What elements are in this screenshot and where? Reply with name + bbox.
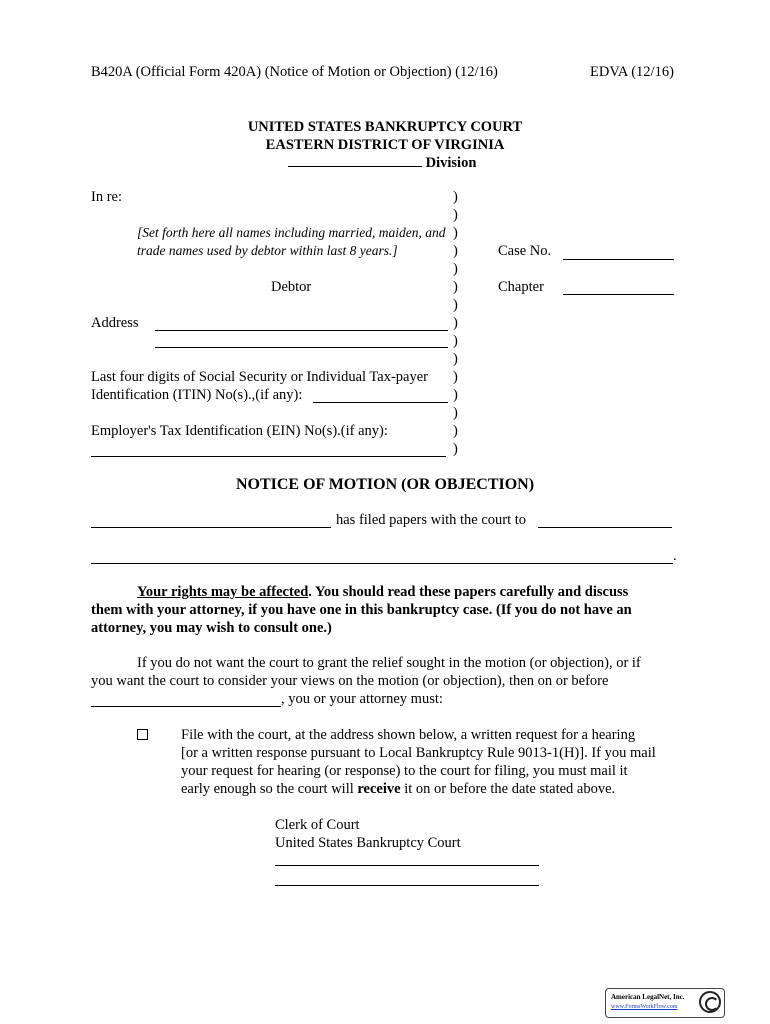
receive-emphasis: receive [357, 781, 401, 797]
instruction-line-2: you want the court to consider your views on the motion (or objection), then on or before [91, 673, 609, 689]
caption-paren: ) [453, 243, 458, 259]
case-no-blank[interactable] [563, 258, 674, 260]
rights-line-1 [137, 584, 628, 601]
rights-line-2: them with your attorney, if you have one in this bankruptcy case. (If you do not have an [91, 602, 632, 618]
names-note-2: trade names used by debtor within last 8 years.] [137, 243, 398, 258]
instruction-line-1: If you do not want the court to grant the relief sought in the motion (or objection), or if [137, 655, 641, 671]
option-line-3: your request for hearing (or response) to the court for filing, you must mail it [181, 763, 628, 779]
relief-blank-1[interactable] [538, 526, 672, 528]
itin-blank[interactable] [313, 401, 448, 403]
address-line-1[interactable] [155, 329, 448, 331]
chapter-blank[interactable] [563, 293, 674, 295]
rights-emphasis: Your rights may be affected [137, 584, 309, 600]
publisher-website[interactable]: www.FormsWorkFlow.com [611, 1004, 678, 1010]
option-line-4 [181, 781, 615, 798]
publisher-name: American LegalNet, Inc. [611, 993, 685, 1001]
address-label: Address [91, 315, 139, 331]
caption-paren: ) [453, 387, 458, 403]
caption-paren: ) [453, 189, 458, 205]
caption-paren: ) [453, 297, 458, 313]
names-note-1: [Set forth here all names including married, maiden, and [137, 225, 446, 240]
option-line-1: File with the court, at the address shown below, a written request for a hearing [181, 727, 636, 743]
ssn-label-2: Identification (ITIN) No(s).,(if any): [91, 387, 303, 403]
caption-paren: ) [453, 261, 458, 277]
division-blank[interactable] [288, 165, 422, 167]
caption-paren: ) [453, 279, 458, 295]
seal-icon [699, 991, 721, 1013]
division-label: Division [425, 155, 477, 171]
filed-papers-text: has filed papers with the court to [336, 512, 527, 528]
period: . [673, 548, 677, 564]
caption-paren: ) [453, 315, 458, 331]
publisher-logo [605, 988, 725, 1018]
ein-blank[interactable] [91, 455, 446, 457]
district-code: EDVA (12/16) [590, 64, 674, 80]
caption-paren: ) [453, 225, 458, 241]
division-line [288, 155, 476, 172]
instruction-line-3: , you or your attorney must: [281, 691, 443, 707]
caption-paren: ) [453, 369, 458, 385]
hearing-request-checkbox[interactable] [137, 729, 148, 740]
rights-rest: . You should read these papers carefully and discuss [308, 584, 629, 600]
option-line-2: [or a written response pursuant to Local Bankruptcy Rule 9013-1(H)]. If you mail [181, 745, 656, 761]
in-re-label: In re: [91, 189, 122, 205]
clerk-address-line-1[interactable] [275, 864, 539, 866]
clerk-line-1: Clerk of Court [275, 817, 360, 833]
clerk-line-2: United States Bankruptcy Court [275, 835, 461, 851]
chapter-label: Chapter [498, 279, 544, 295]
option-line-4-b: it on or before the date stated above. [400, 781, 616, 797]
caption-paren: ) [453, 351, 458, 367]
clerk-address-line-2[interactable] [275, 884, 539, 886]
rights-line-3: attorney, you may wish to consult one.) [91, 620, 332, 636]
form-identifier: B420A (Official Form 420A) (Notice of Motion or Objection) (12/16) [91, 64, 498, 80]
ssn-label-1: Last four digits of Social Security or Individual Tax-payer [91, 369, 428, 385]
caption-paren: ) [453, 423, 458, 439]
court-district: EASTERN DISTRICT OF VIRGINIA [265, 137, 505, 153]
notice-title: NOTICE OF MOTION (OR OBJECTION) [235, 476, 535, 493]
ein-label: Employer's Tax Identification (EIN) No(s).(if any): [91, 423, 388, 439]
option-line-4-a: early enough so the court will [181, 781, 358, 797]
caption-paren: ) [453, 207, 458, 223]
deadline-date-blank[interactable] [91, 705, 281, 707]
movant-blank[interactable] [91, 526, 331, 528]
caption-paren: ) [453, 333, 458, 349]
caption-paren: ) [453, 441, 458, 457]
case-no-label: Case No. [498, 243, 552, 259]
court-name: UNITED STATES BANKRUPTCY COURT [247, 119, 523, 135]
relief-blank-2[interactable] [91, 562, 673, 564]
address-line-2[interactable] [155, 346, 448, 348]
debtor-label: Debtor [271, 279, 312, 295]
caption-paren: ) [453, 405, 458, 421]
